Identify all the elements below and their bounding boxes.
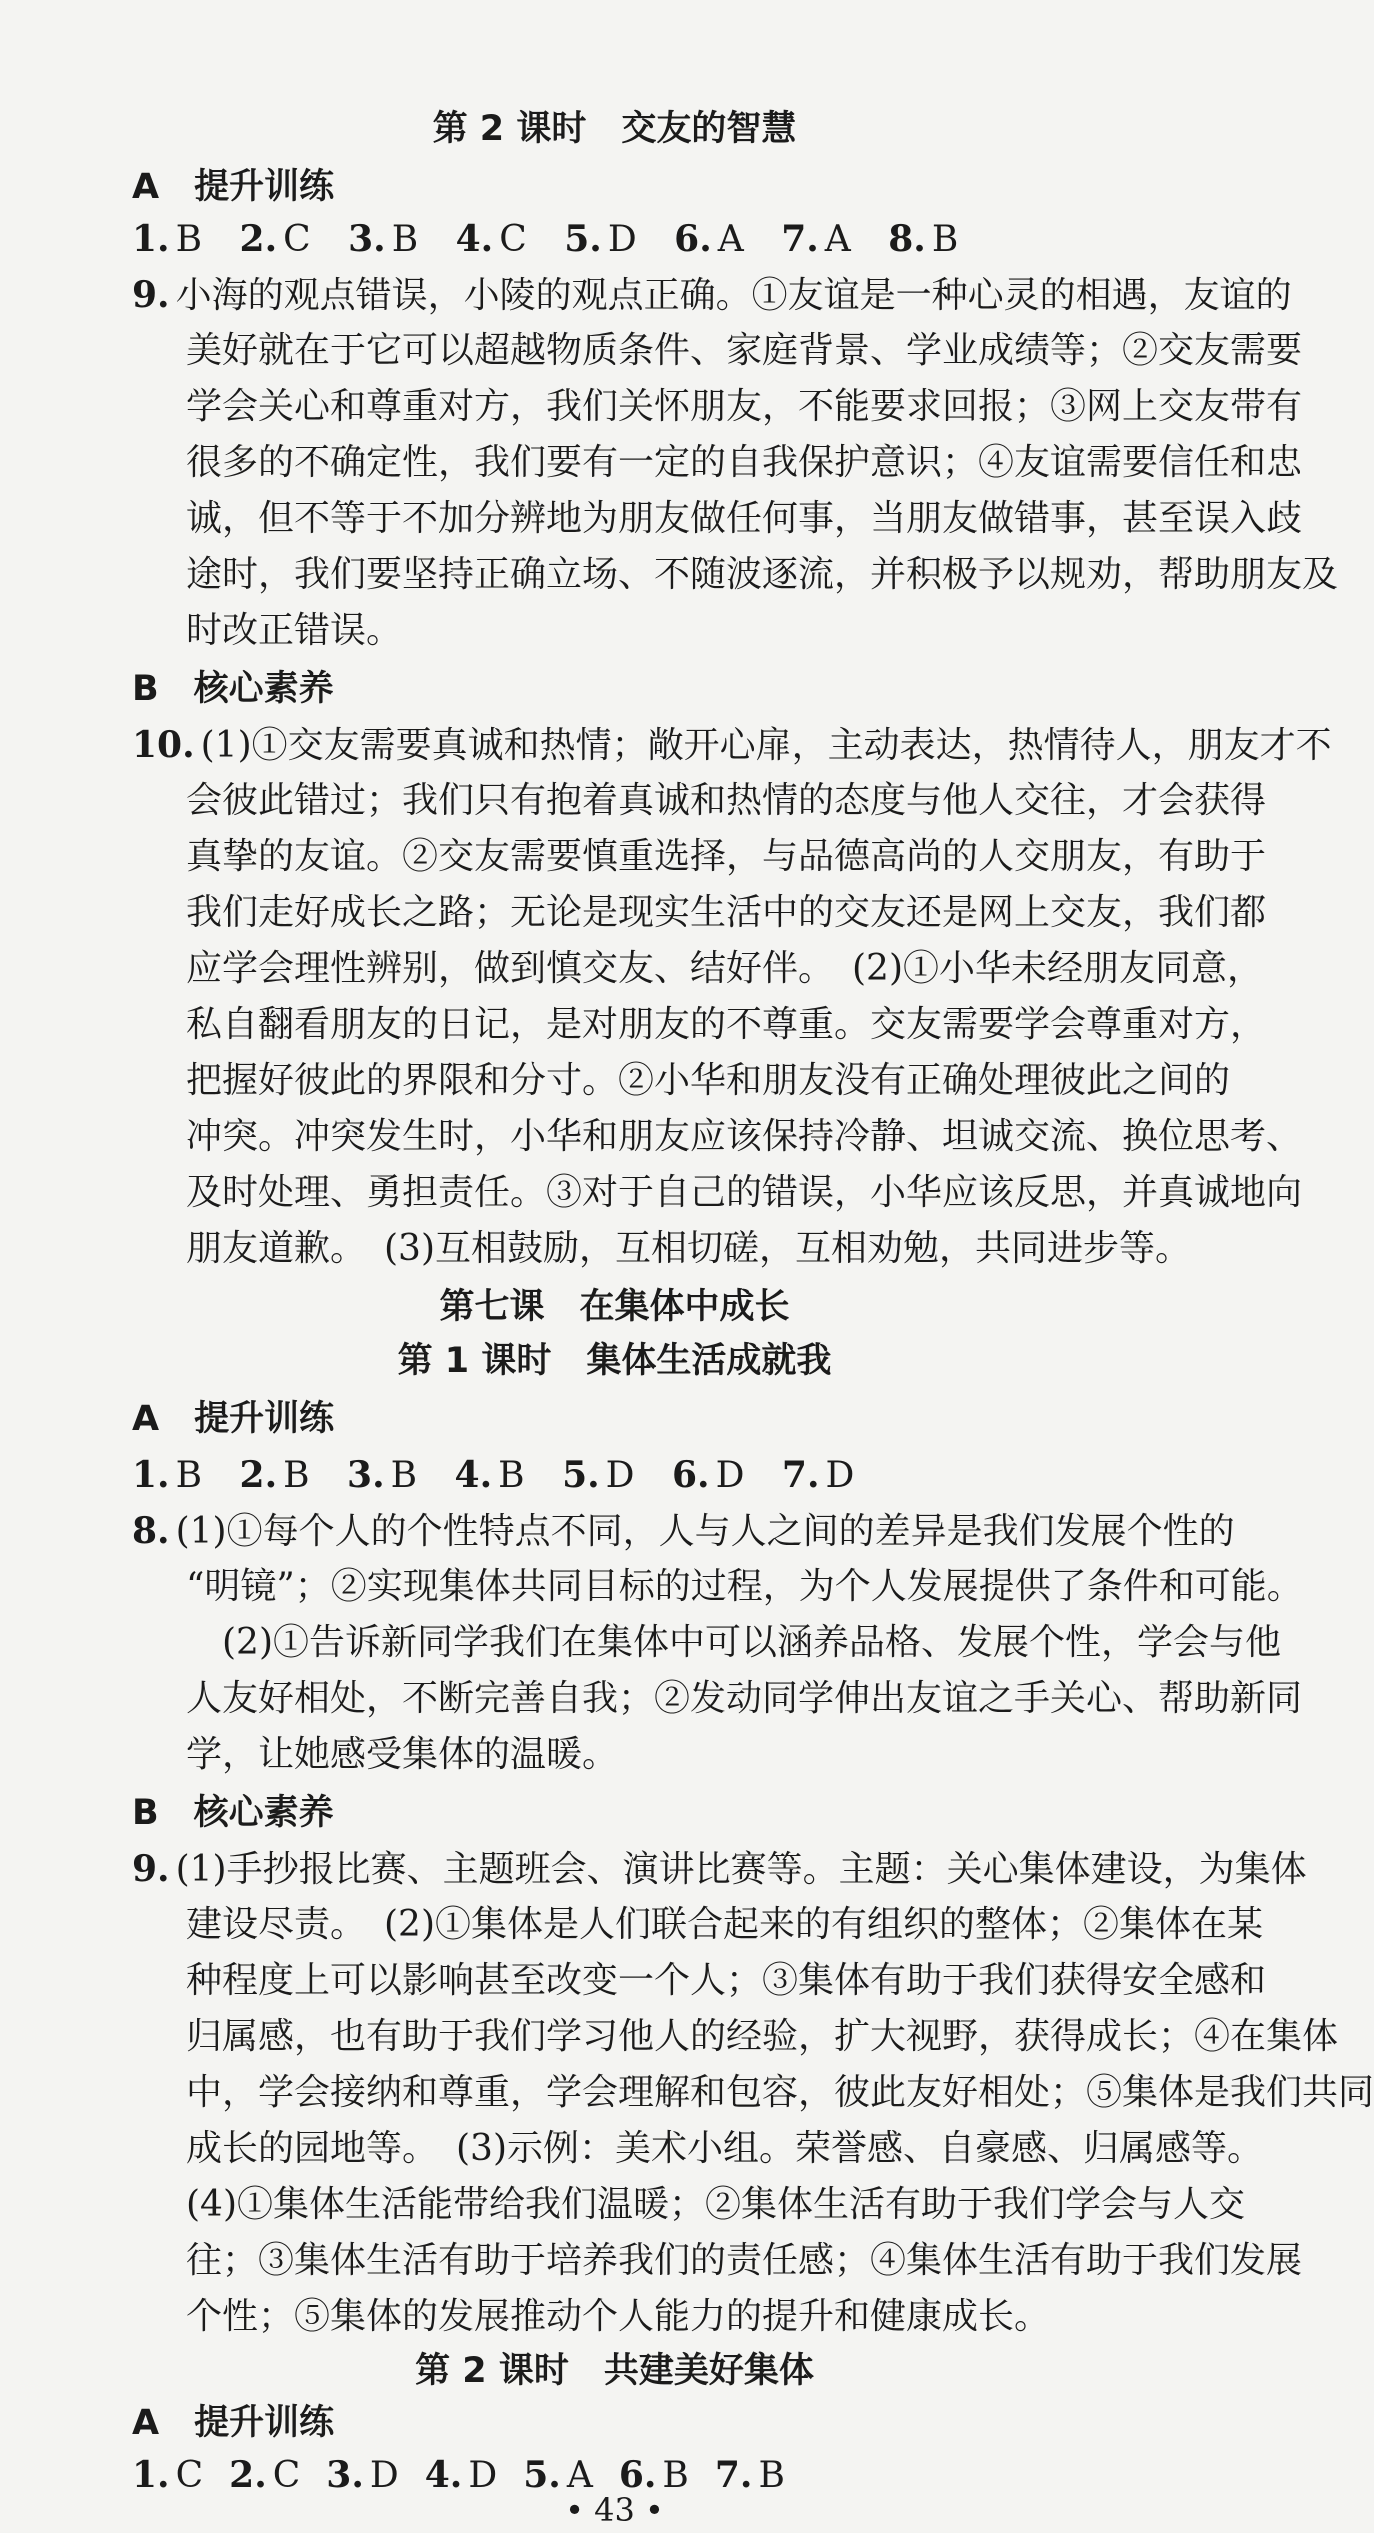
mc-answer: 2. C [229,2454,301,2496]
section-b-heading: B 核心素养 [132,669,334,709]
mc-answer: 3. B [347,1454,418,1496]
chapter-title: 第七课 在集体中成长 [439,1287,790,1327]
answer-line: 9. (1)手抄报比赛、主题班会、演讲比赛等。主题：关心集体建设，为集体 [132,1848,1307,1890]
answer-line: 时改正错误。 [186,610,403,651]
section-b-heading: B 核心素养 [132,1793,334,1833]
answer-line: 成长的园地等。 (3)示例：美术小组。荣誉感、自豪感、归属感等。 [186,2128,1263,2169]
answer-line: 真挚的友谊。②交友需要慎重选择，与品德高尚的人交朋友，有助于 [186,836,1267,877]
answer-line: 往；③集体生活有助于培养我们的责任感；④集体生活有助于我们发展 [186,2240,1303,2281]
mc-answer: 5. D [564,218,637,260]
section-a-heading: A 提升训练 [132,2403,335,2443]
section-a-heading: A 提升训练 [132,167,335,207]
answer-line: 很多的不确定性，我们要有一定的自我保护意识；④友谊需要信任和忠 [186,442,1303,483]
mc-answer: 5. A [523,2454,593,2496]
answer-line: 我们走好成长之路；无论是现实生活中的交友还是网上交友，我们都 [186,892,1267,933]
answer-line: 私自翻看朋友的日记，是对朋友的不尊重。交友需要学会尊重对方， [186,1004,1267,1045]
mc-answer: 7. D [781,1454,855,1496]
answer-line: 会彼此错过；我们只有抱着真诚和热情的态度与他人交往，才会获得 [186,780,1267,821]
answer-line: (4)①集体生活能带给我们温暖；②集体生活有助于我们学会与人交 [186,2184,1245,2225]
mc-answer: 4. B [454,1454,525,1496]
answer-line: 建设尽责。 (2)①集体是人们联合起来的有组织的整体；②集体在某 [186,1904,1263,1945]
answer-line: “明镜”；②实现集体共同目标的过程，为个人发展提供了条件和可能。 [186,1566,1303,1607]
answer-line: 学，让她感受集体的温暖。 [186,1734,619,1775]
lesson-title: 第 1 课时 集体生活成就我 [397,1341,832,1381]
answer-line: 中，学会接纳和尊重，学会理解和包容，彼此友好相处；⑤集体是我们共同 [186,2072,1374,2113]
answer-line: 8. (1)①每个人的个性特点不同，人与人之间的差异是我们发展个性的 [132,1510,1235,1552]
answer-line: 及时处理、勇担责任。③对于自己的错误，小华应该反思，并真诚地向 [186,1172,1303,1213]
answer-line: 9. 小海的观点错误，小陵的观点正确。①友谊是一种心灵的相遇，友谊的 [132,274,1292,316]
mc-answers-row [132,1450,880,1501]
answer-line: 10. (1)①交友需要真诚和热情；敞开心扉，主动表达，热情待人，朋友才不 [132,724,1332,766]
answer-line: (2)①告诉新同学我们在集体中可以涵养品格、发展个性，学会与他 [222,1622,1281,1663]
lesson-title: 第 2 课时 共建美好集体 [415,2351,814,2391]
answer-line: 学会关心和尊重对方，我们关怀朋友，不能要求回报；③网上交友带有 [186,386,1303,427]
mc-answer: 2. B [239,1454,310,1496]
answer-line: 美好就在于它可以超越物质条件、家庭背景、学业成绩等；②交友需要 [186,330,1303,371]
mc-answer: 5. D [562,1454,635,1496]
answer-line: 归属感，也有助于我们学习他人的经验，扩大视野，获得成长；④在集体 [186,2016,1339,2057]
mc-answer: 1. B [132,218,203,260]
answer-line: 个性；⑤集体的发展推动个人能力的提升和健康成长。 [186,2296,1051,2337]
mc-answer: 2. C [239,218,311,260]
mc-answer: 3. B [348,218,419,260]
answer-line: 朋友道歉。 (3)互相鼓励，互相切磋，互相劝勉，共同进步等。 [186,1228,1191,1269]
mc-answer: 1. B [132,1454,203,1496]
mc-answer: 3. D [326,2454,399,2496]
answer-line: 冲突。冲突发生时，小华和朋友应该保持冷静、坦诚交流、换位思考、 [186,1116,1303,1157]
answer-line: 应学会理性辨别，做到慎交友、结好伴。 (2)①小华未经朋友同意， [186,948,1263,989]
mc-answer: 7. A [781,218,851,260]
answer-line: 种程度上可以影响甚至改变一个人；③集体有助于我们获得安全感和 [186,1960,1267,2001]
answer-line: 诚，但不等于不加分辨地为朋友做任何事，当朋友做错事，甚至误入歧 [186,498,1303,539]
mc-answer: 4. C [455,218,527,260]
mc-answer: 6. A [674,218,744,260]
mc-answer: 6. B [618,2454,689,2496]
section-a-heading: A 提升训练 [132,1399,335,1439]
answer-line: 途时，我们要坚持正确立场、不随波逐流，并积极予以规劝，帮助朋友及 [186,554,1339,595]
lesson-title: 第 2 课时 交友的智慧 [432,109,797,149]
mc-answers-row [132,214,984,265]
answer-line: 人友好相处，不断完善自我；②发动同学伸出友谊之手关心、帮助新同 [186,1678,1303,1719]
mc-answer: 6. D [671,1454,745,1496]
mc-answer: 1. C [132,2454,204,2496]
answer-line: 把握好彼此的界限和分寸。②小华和朋友没有正确处理彼此之间的 [186,1060,1231,1101]
page-number: • 43 • [565,2491,664,2529]
mc-answer: 7. B [714,2454,785,2496]
mc-answer: 4. D [424,2454,498,2496]
mc-answer: 8. B [888,218,959,260]
